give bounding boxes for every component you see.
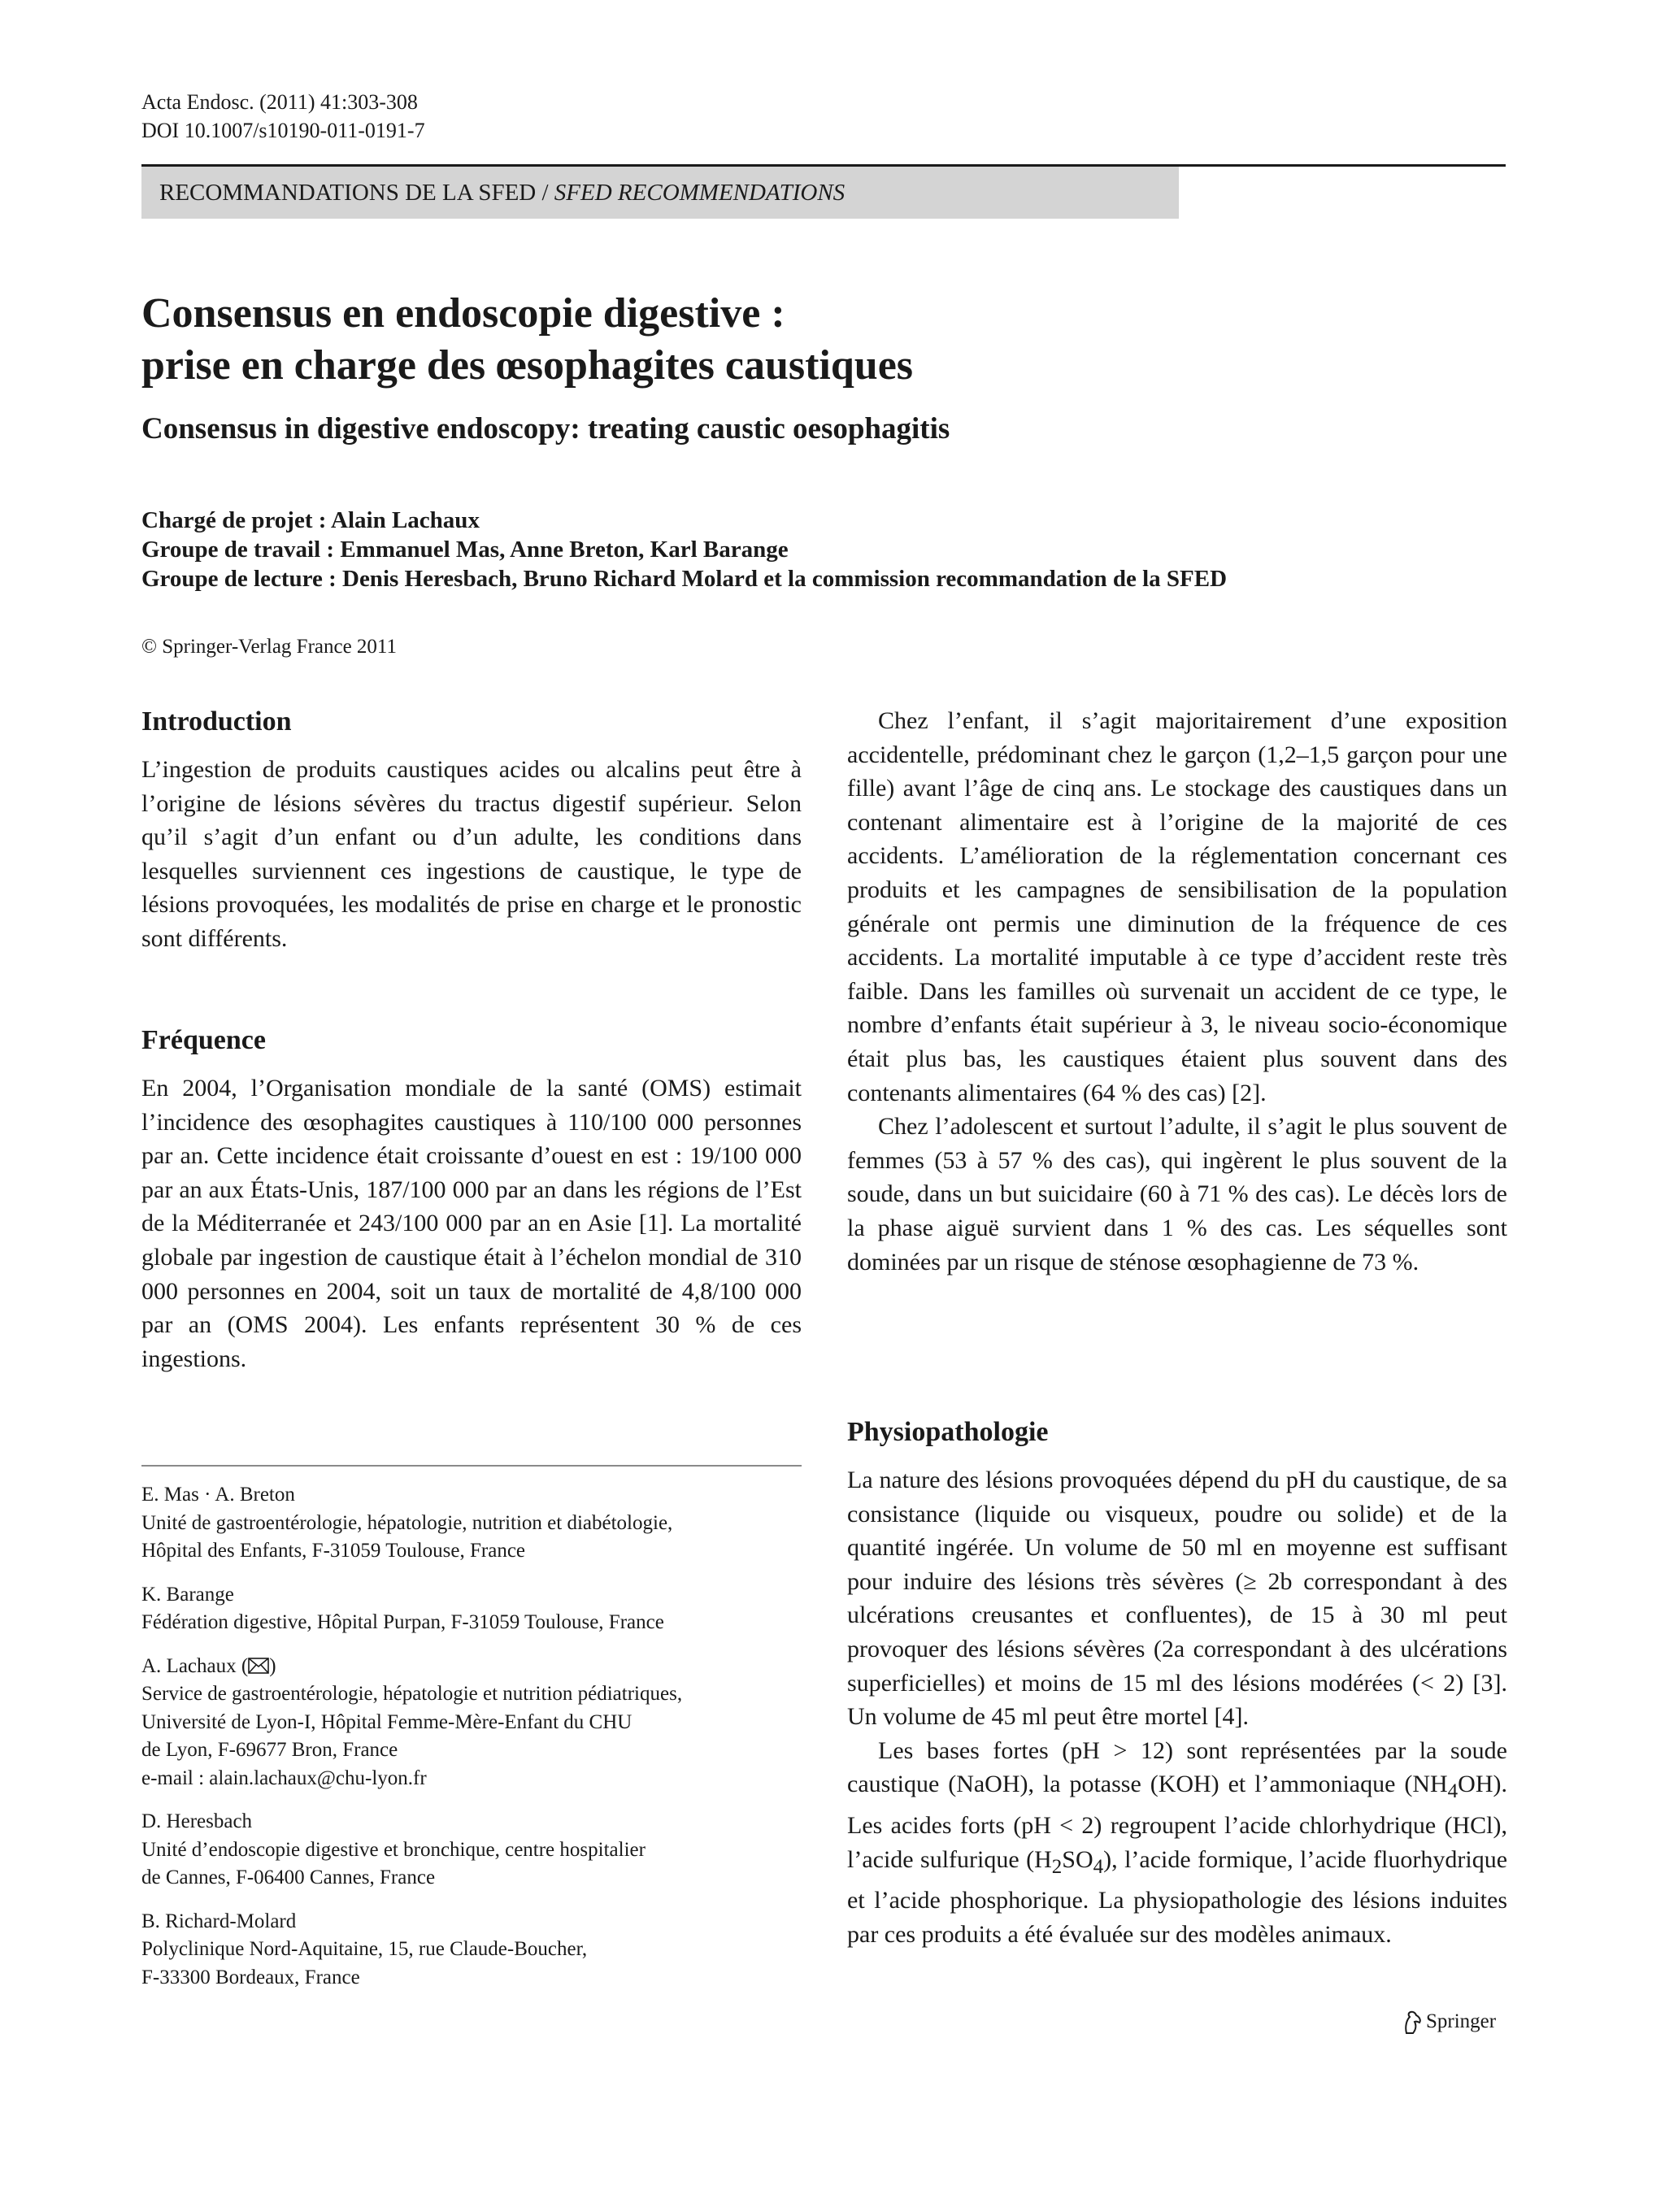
introduction-text: L’ingestion de produits caustiques acides ou alcalins peut être à l’origine de lésions sévères du tractus digestif supérieur. Selon qu’il s’agit d’un enfant ou d’un adulte, les conditions dans lesquelles surviennent ces ingestions de caustique, le type de lésions provoquées, les modalités de prise en charge et le pronostic sont différents. (141, 756, 802, 952)
affiliation-names: E. Mas · A. Breton (141, 1484, 295, 1506)
affiliation-line: F-33300 Bordeaux, France (141, 1966, 360, 1988)
publisher-logo (1402, 2008, 1496, 2036)
physiopathologie-heading: Physiopathologie (847, 1417, 1049, 1447)
section-banner (141, 167, 1179, 219)
credits (141, 506, 1524, 593)
introduction-heading: Introduction (141, 706, 292, 737)
article-subtitle: Consensus in digestive endoscopy: treating caustic oesophagitis (141, 412, 950, 445)
text-run: SO (1062, 1845, 1093, 1873)
article-title (141, 288, 1507, 392)
title-line-1: Consensus en endoscopie digestive : (141, 290, 785, 337)
copyright: © Springer-Verlag France 2011 (141, 636, 398, 658)
affiliation-line: Polyclinique Nord-Aquitaine, 15, rue Claude-Boucher, (141, 1938, 588, 1960)
title-line-2: prise en charge des œsophagites caustiques (141, 342, 914, 389)
doi: DOI 10.1007/s10190-011-0191-7 (141, 119, 425, 142)
banner-text-italic: SFED RECOMMENDATIONS (554, 180, 846, 206)
journal-header (141, 88, 425, 145)
email-link[interactable]: e-mail : alain.lachaux@chu-lyon.fr (141, 1767, 427, 1789)
envelope-icon[interactable] (248, 1655, 269, 1677)
project-lead: Chargé de projet : Alain Lachaux (141, 507, 480, 533)
affiliation-line: Hôpital des Enfants, F-31059 Toulouse, France (141, 1540, 526, 1562)
subscript: 4 (1093, 1855, 1104, 1878)
paragraph-children: Chez l’enfant, il s’agit majoritairement d’une exposition accidentelle, prédominant chez le garçon (1,2–1,5 garçon pour une fille) avant l’âge de cinq ans. Le stockage des caustiques dans un contenant alimentaire est à l’origine de la majorité de ces accidents. L’amélioration de la réglementation concernant ces produits et les campagnes de sensibilisation de la population générale ont permis une diminution de la fréquence de ces accidents. La mortalité imputable à ce type d’accident reste très faible. Dans les familles où survenait un accident de ce type, le nombre d’enfants était supérieur à 3, le niveau socio-économique était plus bas, les caustiques étaient plus souvent dans des contenants alimentaires (64 % des cas) [2]. (847, 707, 1507, 1106)
banner-text: RECOMMANDATIONS DE LA SFED / (159, 180, 554, 206)
text-run: OH). Les acides forts (pH < 2) regroupent l’acide chlorhydrique (HCl), l’acide sulfurique (H (847, 1771, 1507, 1873)
affiliation-line: de Lyon, F-69677 Bron, France (141, 1739, 398, 1761)
working-group: Groupe de travail : Emmanuel Mas, Anne Breton, Karl Barange (141, 537, 789, 563)
subscript: 4 (1447, 1780, 1459, 1803)
physiopathologie-para-1: La nature des lésions provoquées dépend du pH du caustique, de sa consistance (liquide ou visqueux, poudre ou solide) et de la quantité ingérée. Un volume de 50 ml en moyenne est suffisant pour induire des lésions très sévères (≥ 2b correspondant à des ulcérations creusantes et confluentes), de 15 à 30 ml peut provoquer des lésions sévères (2a correspondant à des ulcérations superficielles) et moins de 15 ml des lésions modérées (< 2) [3]. Un volume de 45 ml peut être mortel [4]. (847, 1467, 1507, 1731)
text-run: ), l’acide formique, l’acide fluorhydrique et l’acide phosphorique. La physiopathologie des lésions induites par ces produits a été évaluée sur des modèles animaux. (847, 1845, 1508, 1948)
affiliation-names: K. Barange (141, 1583, 234, 1606)
publisher-name: Springer (1426, 2010, 1497, 2032)
affiliation-line: de Cannes, F-06400 Cannes, France (141, 1867, 436, 1888)
subscript: 2 (1051, 1855, 1063, 1878)
affiliation-line: Unité de gastroentérologie, hépatologie, nutrition et diabétologie, (141, 1511, 673, 1534)
affiliation-1 (141, 1481, 802, 1566)
epidemiology-continued (847, 704, 1507, 1279)
affiliation-names: B. Richard-Molard (141, 1910, 297, 1932)
affiliation-names-row (141, 1653, 802, 1681)
affiliations-rule (141, 1465, 802, 1467)
reading-group: Groupe de lecture : Denis Heresbach, Bruno Richard Molard et la commission recommandation de la SFED (141, 566, 1228, 592)
affiliation-line: Université de Lyon-I, Hôpital Femme-Mère-Enfant du CHU (141, 1710, 633, 1733)
affiliations (141, 1481, 802, 2007)
springer-horse-icon (1402, 2010, 1426, 2032)
affiliation-2 (141, 1581, 802, 1637)
paragraph-adults: Chez l’adolescent et surtout l’adulte, il s’agit le plus souvent de femmes (53 à 57 % des cas), qui ingèrent le plus souvent de la soude, dans un but suicidaire (60 à 71 % des cas). Le décès lors de la phase aiguë survient dans 1 % des cas. Les séquelles sont dominées par un risque de sténose œsophagienne de 73 %. (847, 1113, 1507, 1275)
affiliation-line: Fédération digestive, Hôpital Purpan, F-31059 Toulouse, France (141, 1611, 664, 1633)
affiliation-line: Service de gastroentérologie, hépatologie et nutrition pédiatriques, (141, 1683, 683, 1705)
physiopathologie-para-2 (847, 1734, 1507, 1952)
affiliation-names-close: ) (269, 1654, 276, 1677)
text-run: Les bases fortes (pH > 12) sont représentées par la soude caustique (NaOH), la potasse (KOH) et l’ammoniaque (NH (847, 1736, 1507, 1798)
affiliation-line: Unité d’endoscopie digestive et bronchique, centre hospitalier (141, 1838, 646, 1861)
frequence-heading: Fréquence (141, 1025, 266, 1055)
affiliation-4 (141, 1808, 802, 1893)
introduction-section (141, 704, 802, 956)
affiliation-3 (141, 1653, 802, 1793)
citation: Acta Endosc. (2011) 41:303-308 (141, 90, 418, 114)
frequence-text: En 2004, l’Organisation mondiale de la santé (OMS) estimait l’incidence des œsophagites caustiques à 110/100 000 personnes par an. Cette incidence était croissante d’ouest en est : 19/100 000 par an aux États-Unis, 187/100 000 par an dans les régions de l’Est de la Méditerranée et 243/100 000 par an en Asie [1]. La mortalité globale par ingestion de caustique était à l’échelon mondial de 310 000 personnes en 2004, soit un taux de mortalité de 4,8/100 000 par an (OMS 2004). Les enfants représentent 30 % de ces ingestions. (141, 1075, 802, 1372)
physiopathologie-section (847, 1415, 1507, 1951)
affiliation-names: A. Lachaux ( (141, 1654, 249, 1677)
frequence-section (141, 1023, 802, 1375)
affiliation-5 (141, 1908, 802, 1993)
affiliation-names: D. Heresbach (141, 1810, 253, 1832)
